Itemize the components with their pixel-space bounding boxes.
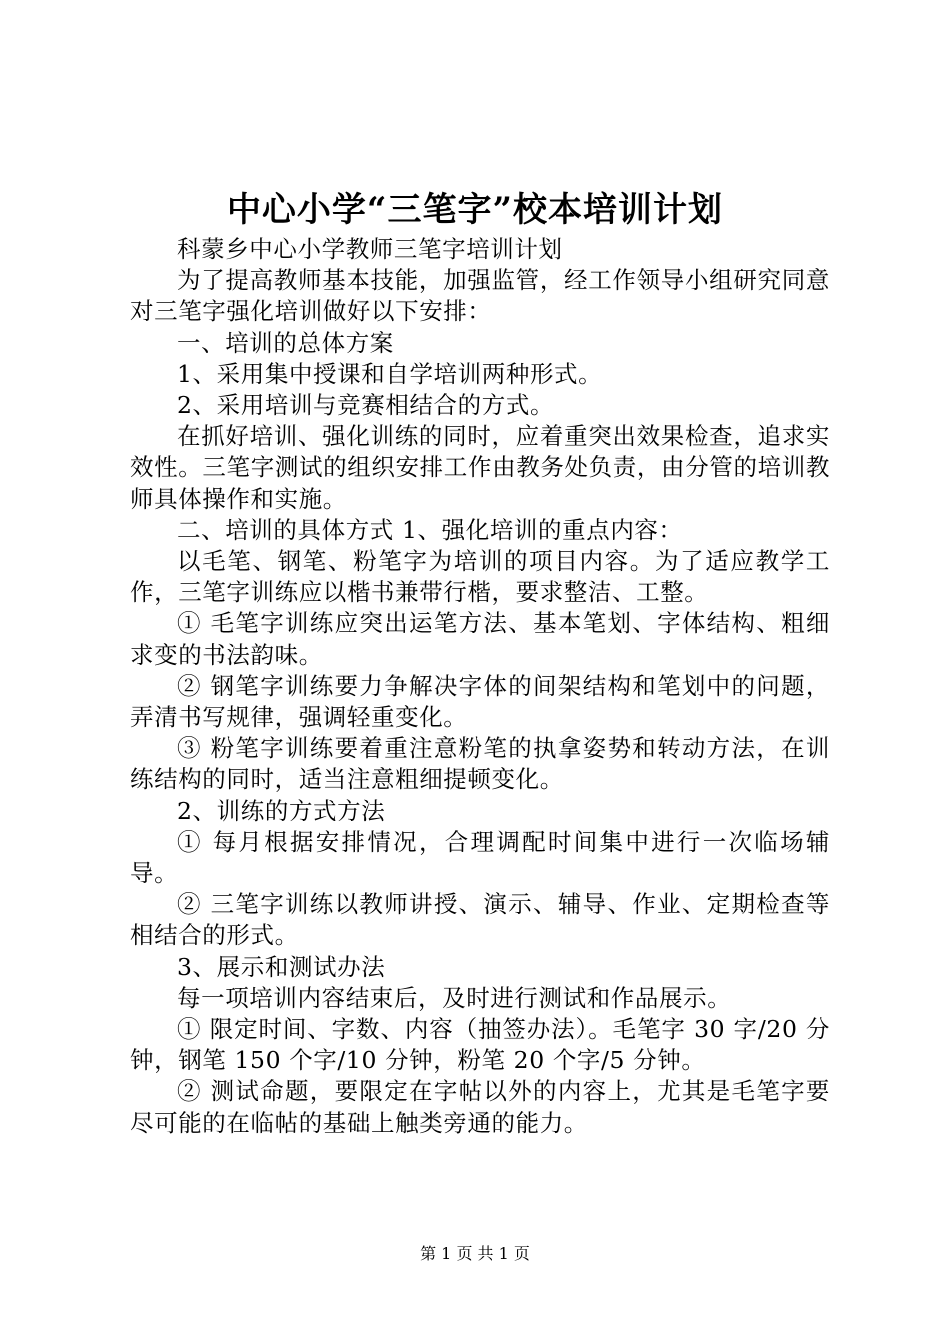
- document-title: 中心小学“三笔字”校本培训计划: [226, 190, 724, 230]
- paragraph-subtitle: 科蒙乡中心小学教师三笔字培训计划: [177, 235, 563, 263]
- list-item: ② 测试命题，要限定在字帖以外的内容上，尤其是毛笔字要尽可能的在临帖的基础上触类旁通的能力。: [130, 1077, 830, 1137]
- subsection-heading: 2、训练的方式方法: [177, 796, 386, 825]
- list-item: ② 三笔字训练以教师讲授、演示、辅导、作业、定期检查等相结合的形式。: [130, 890, 830, 950]
- list-item: 2、采用培训与竞赛相结合的方式。: [177, 391, 555, 420]
- section-heading-1: 一、培训的总体方案: [177, 328, 394, 357]
- list-item: ③ 粉笔字训练要着重注意粉笔的执拿姿势和转动方法，在训练结构的同时，适当注意粗细提顿变化。: [130, 734, 830, 794]
- list-item: ② 钢笔字训练要力争解决字体的间架结构和笔划中的问题，弄清书写规律，强调轻重变化。: [130, 671, 830, 732]
- document-body: [130, 234, 830, 1139]
- paragraph: 以毛笔、钢笔、粉笔字为培训的项目内容。为了适应教学工作，三笔字训练应以楷书兼带行楷，要求整洁、工整。: [130, 547, 830, 607]
- subsection-heading: 3、展示和测试办法: [177, 952, 386, 981]
- page-number-footer: 第 1 页 共 1 页: [420, 1244, 530, 1263]
- list-item: 1、采用集中授课和自学培训两种形式。: [177, 359, 603, 388]
- list-item: ① 每月根据安排情况，合理调配时间集中进行一次临场辅导。: [130, 827, 830, 888]
- paragraph-intro: 为了提高教师基本技能，加强监管，经工作领导小组研究同意对三笔字强化培训做好以下安排：: [130, 266, 830, 326]
- list-item: ① 毛笔字训练应突出运笔方法、基本笔划、字体结构、粗细求变的书法韵味。: [130, 609, 830, 669]
- section-heading-2: 二、培训的具体方式 1、强化培训的重点内容：: [177, 515, 683, 544]
- list-item: ① 限定时间、字数、内容（抽签办法）。毛笔字 30 字/20 分钟，钢笔 150 个字/10 分钟，粉笔 20 个字/5 分钟。: [130, 1015, 830, 1075]
- paragraph: 每一项培训内容结束后，及时进行测试和作品展示。: [177, 983, 732, 1012]
- paragraph: 在抓好培训、强化训练的同时，应着重突出效果检查，追求实效性。三笔字测试的组织安排工作由教务处负责，由分管的培训教师具体操作和实施。: [130, 422, 830, 513]
